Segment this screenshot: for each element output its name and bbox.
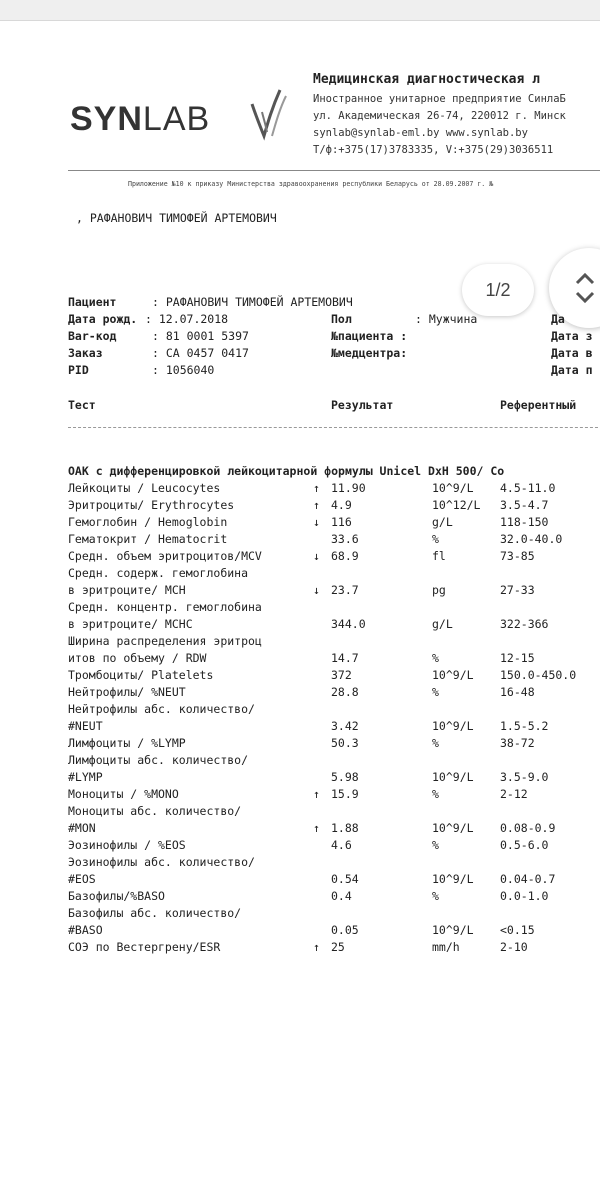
result-value: 0.4	[331, 889, 352, 903]
page-indicator: 1/2	[462, 264, 534, 316]
reference-range: <0.15	[500, 923, 535, 937]
result-unit: 10^9/L	[432, 821, 474, 835]
sex-value: : Мужчина	[415, 312, 478, 326]
reference-range: 3.5-9.0	[500, 770, 549, 784]
result-flag: ↑	[313, 940, 320, 954]
lab-contacts: synlab@synlab-eml.by www.synlab.by	[313, 127, 528, 139]
table-row	[0, 481, 600, 498]
result-value: 0.05	[331, 923, 359, 937]
sex-label: Пол	[331, 312, 352, 326]
reference-range: 322-366	[500, 617, 549, 631]
result-value: 11.90	[331, 481, 366, 495]
lab-address: ул. Академическая 26-74, 220012 г. Минск	[313, 110, 566, 122]
test-name: Моноциты / %MONO	[68, 787, 179, 801]
test-name: #MON	[68, 821, 96, 835]
reference-range: 150.0-450.0	[500, 668, 577, 682]
result-flag: ↑	[313, 481, 320, 495]
test-name: Лимфоциты абс. количество/	[68, 753, 249, 767]
table-row	[0, 906, 600, 923]
test-name: Гематокрит / Hematocrit	[68, 532, 228, 546]
test-name: Эозинофилы абс. количество/	[68, 855, 255, 869]
order-value: : CA 0457 0417	[152, 346, 249, 360]
result-unit: %	[432, 651, 439, 665]
result-value: 5.98	[331, 770, 359, 784]
reference-range: 32.0-40.0	[500, 532, 563, 546]
barcode-value: : 81 0001 5397	[152, 329, 249, 343]
result-value: 372	[331, 668, 352, 682]
test-name: #EOS	[68, 872, 96, 886]
reference-range: 2-12	[500, 787, 528, 801]
table-row	[0, 787, 600, 804]
reference-range: 2-10	[500, 940, 528, 954]
table-row	[0, 923, 600, 940]
patient-number-label: №пациента :	[331, 329, 408, 343]
result-value: 25	[331, 940, 345, 954]
table-row	[0, 617, 600, 634]
columns-divider	[68, 427, 600, 428]
logo-text-bold: SYN	[70, 100, 143, 138]
lab-title: Медицинская диагностическая л	[313, 72, 540, 87]
pid-label: PID	[68, 363, 89, 377]
test-name: Тромбоциты/ Platelets	[68, 668, 214, 682]
column-test: Тест	[68, 398, 96, 412]
result-unit: 10^9/L	[432, 719, 474, 733]
test-name: Нейтрофилы абс. количество/	[68, 702, 255, 716]
table-row	[0, 872, 600, 889]
table-row	[0, 719, 600, 736]
pid-value: : 1056040	[152, 363, 215, 377]
result-value: 33.6	[331, 532, 359, 546]
synlab-logo	[70, 86, 290, 146]
medcenter-number-label: №медцентра:	[331, 346, 408, 360]
reference-range: 0.0-1.0	[500, 889, 549, 903]
reference-range: 12-15	[500, 651, 535, 665]
result-unit: %	[432, 685, 439, 699]
result-unit: 10^9/L	[432, 668, 474, 682]
column-reference: Референтный	[500, 398, 577, 412]
result-value: 15.9	[331, 787, 359, 801]
section-title: ОАК с дифференцировкой лейкоцитарной формулы Unicel DxH 500/ Co	[68, 464, 505, 478]
result-unit: mm/h	[432, 940, 460, 954]
result-value: 4.9	[331, 498, 352, 512]
test-name: Средн. концентр. гемоглобина	[68, 600, 262, 614]
test-name: Эритроциты/ Erythrocytes	[68, 498, 235, 512]
result-value: 68.9	[331, 549, 359, 563]
test-name: Эозинофилы / %EOS	[68, 838, 186, 852]
result-flag: ↓	[313, 583, 320, 597]
table-row	[0, 600, 600, 617]
reference-range: 0.08-0.9	[500, 821, 556, 835]
result-flag: ↑	[313, 821, 320, 835]
patient-name-line: , РАФАНОВИЧ ТИМОФЕЙ АРТЕМОВИЧ	[76, 211, 277, 225]
test-name: Средн. содерж. гемоглобина	[68, 566, 249, 580]
test-name: #NEUT	[68, 719, 103, 733]
result-value: 14.7	[331, 651, 359, 665]
test-name: Моноциты абс. количество/	[68, 804, 242, 818]
logo-text-light: LAB	[142, 100, 211, 138]
right-date-1: Да	[551, 312, 565, 326]
result-unit: 10^9/L	[432, 923, 474, 937]
table-row	[0, 668, 600, 685]
test-name: #BASO	[68, 923, 103, 937]
test-name: Средн. объем эритроцитов/MCV	[68, 549, 262, 563]
result-flag: ↓	[313, 515, 320, 529]
table-row	[0, 634, 600, 651]
table-row	[0, 838, 600, 855]
result-flag: ↓	[313, 549, 320, 563]
test-name: Базофилы абс. количество/	[68, 906, 242, 920]
table-row	[0, 855, 600, 872]
table-row	[0, 583, 600, 600]
test-name: Нейтрофилы/ %NEUT	[68, 685, 186, 699]
reference-range: 38-72	[500, 736, 535, 750]
table-row	[0, 549, 600, 566]
reference-range: 1.5-5.2	[500, 719, 549, 733]
test-name: в эритроците/ MCH	[68, 583, 186, 597]
result-value: 1.88	[331, 821, 359, 835]
result-unit: %	[432, 532, 439, 546]
reference-range: 16-48	[500, 685, 535, 699]
result-unit: g/L	[432, 617, 453, 631]
test-name: Ширина распределения эритроц	[68, 634, 262, 648]
table-row	[0, 702, 600, 719]
result-value: 3.42	[331, 719, 359, 733]
dob-label: Дата рожд.	[68, 312, 138, 326]
table-row	[0, 532, 600, 549]
test-name: СОЭ по Вестергрену/ESR	[68, 940, 221, 954]
table-row	[0, 736, 600, 753]
right-date-2: Дата з	[551, 329, 593, 343]
column-result: Результат	[331, 398, 394, 412]
patient-label: Пациент	[68, 295, 117, 309]
result-unit: %	[432, 736, 439, 750]
table-row	[0, 515, 600, 532]
table-row	[0, 685, 600, 702]
test-name: Базофилы/%BASO	[68, 889, 165, 903]
result-flag: ↑	[313, 787, 320, 801]
patient-value: : РАФАНОВИЧ ТИМОФЕЙ АРТЕМОВИЧ	[152, 295, 353, 309]
result-unit: pg	[432, 583, 446, 597]
result-value: 23.7	[331, 583, 359, 597]
table-row	[0, 651, 600, 668]
reference-range: 27-33	[500, 583, 535, 597]
result-value: 4.6	[331, 838, 352, 852]
reference-range: 4.5-11.0	[500, 481, 556, 495]
right-date-4: Дата п	[551, 363, 593, 377]
reference-range: 73-85	[500, 549, 535, 563]
result-value: 116	[331, 515, 352, 529]
table-row	[0, 770, 600, 787]
ministry-note: Приложение №10 к приказу Министерства здравоохранения республики Беларусь от 28.09.2007 г. №	[128, 180, 494, 188]
result-flag: ↑	[313, 498, 320, 512]
test-name: Гемоглобин / Hemoglobin	[68, 515, 228, 529]
test-name: итов по объему / RDW	[68, 651, 207, 665]
lab-company: Иностранное унитарное предприятие СинлаБ	[313, 93, 566, 105]
table-row	[0, 821, 600, 838]
result-value: 28.8	[331, 685, 359, 699]
test-name: #LYMP	[68, 770, 103, 784]
reference-range: 3.5-4.7	[500, 498, 549, 512]
reference-range: 0.5-6.0	[500, 838, 549, 852]
test-name: Лимфоциты / %LYMP	[68, 736, 186, 750]
result-value: 50.3	[331, 736, 359, 750]
result-unit: 10^9/L	[432, 872, 474, 886]
test-name: Лейкоциты / Leucocytes	[68, 481, 221, 495]
lab-phones: Т/ф:+375(17)3783335, V:+375(29)3036511	[313, 144, 554, 156]
table-row	[0, 753, 600, 770]
table-row	[0, 804, 600, 821]
result-unit: %	[432, 838, 439, 852]
reference-range: 118-150	[500, 515, 549, 529]
dob-value: : 12.07.2018	[145, 312, 229, 326]
test-name: в эритроците/ MCHC	[68, 617, 193, 631]
result-unit: %	[432, 889, 439, 903]
result-unit: %	[432, 787, 439, 801]
result-unit: g/L	[432, 515, 453, 529]
result-unit: fl	[432, 549, 446, 563]
header-divider	[68, 170, 600, 171]
table-row	[0, 889, 600, 906]
table-row	[0, 498, 600, 515]
result-unit: 10^9/L	[432, 481, 474, 495]
right-date-3: Дата в	[551, 346, 593, 360]
table-row	[0, 566, 600, 583]
viewer-top-bar	[0, 0, 600, 21]
result-unit: 10^9/L	[432, 770, 474, 784]
table-row	[0, 940, 600, 957]
barcode-label: Bar-код	[68, 329, 117, 343]
order-label: Заказ	[68, 346, 103, 360]
synlab-wave-icon	[246, 86, 290, 146]
result-unit: 10^12/L	[432, 498, 481, 512]
result-value: 344.0	[331, 617, 366, 631]
result-value: 0.54	[331, 872, 359, 886]
reference-range: 0.04-0.7	[500, 872, 556, 886]
